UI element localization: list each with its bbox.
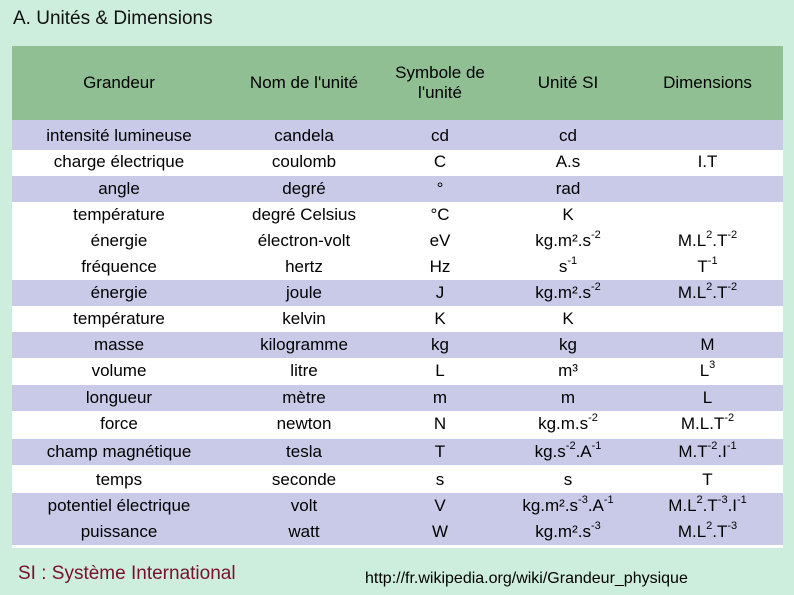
cell-dimensions: L $^3$ — [699, 359, 716, 380]
cell-nom: degré — [282, 179, 326, 198]
table-row — [12, 519, 783, 545]
cell-dimensions: M.L $^2$ .T $^{-2}$ — [677, 281, 738, 302]
cell-grandeur: volume — [91, 361, 147, 380]
header-unite-si: Unité SI — [537, 73, 599, 92]
cell-unite-si: A.s — [555, 152, 581, 171]
cell-nom: kelvin — [282, 309, 326, 328]
cell-symbole: K — [434, 309, 446, 328]
table-row — [12, 280, 783, 306]
cell-unite-si: kg — [559, 335, 577, 354]
table-header — [12, 46, 783, 120]
footer-source-link[interactable]: http://fr.wikipedia.org/wiki/Grandeur_physique — [365, 570, 688, 587]
cell-nom: litre — [290, 361, 318, 380]
cell-nom: kilogramme — [260, 335, 348, 354]
header-grandeur: Grandeur — [83, 73, 155, 92]
cell-nom: mètre — [282, 388, 326, 407]
cell-dimensions: M.L $^2$ .T $^{-2}$ — [677, 229, 738, 250]
cell-symbole: m — [432, 388, 448, 407]
cell-unite-si: K — [562, 205, 574, 224]
cell-unite-si: kg.m².s $^{-2}$ — [535, 229, 601, 250]
cell-grandeur: fréquence — [81, 257, 157, 276]
cell-nom: joule — [286, 283, 322, 302]
cell-symbole: kg — [431, 335, 449, 354]
cell-nom: tesla — [286, 442, 322, 461]
cell-grandeur: temps — [95, 470, 143, 489]
cell-symbole: cd — [431, 126, 449, 145]
cell-dimensions: M.L.T $^{-2}$ — [680, 412, 735, 433]
cell-unite-si: s $^{-1}$ — [558, 255, 578, 276]
cell-symbole: Hz — [429, 257, 451, 276]
table-row — [12, 467, 783, 493]
table-row — [12, 176, 783, 202]
table-row — [12, 439, 783, 465]
table-row — [12, 411, 783, 437]
cell-symbole: V — [434, 496, 446, 515]
cell-dimensions: T $^{-1}$ — [697, 255, 718, 276]
cell-symbole: eV — [429, 231, 451, 250]
cell-nom: watt — [288, 522, 320, 541]
table-row — [12, 493, 783, 519]
cell-symbole: s — [435, 470, 445, 489]
cell-unite-si: m³ — [558, 361, 578, 380]
cell-symbole: L — [435, 361, 445, 380]
cell-unite-si: kg.s $^{-2}$ .A $^{-1}$ — [534, 440, 602, 461]
cell-nom: électron-volt — [257, 231, 351, 250]
cell-dimensions: M — [700, 335, 715, 354]
cell-symbole: ° — [436, 179, 444, 198]
cell-dimensions: M.T $^{-2}$ .I $^{-1}$ — [678, 440, 737, 461]
cell-grandeur: puissance — [80, 522, 158, 541]
table-row — [12, 228, 783, 254]
cell-grandeur: champ magnétique — [46, 442, 192, 461]
table-row — [12, 358, 783, 384]
cell-grandeur: masse — [93, 335, 145, 354]
cell-unite-si: rad — [555, 179, 581, 198]
cell-nom: candela — [274, 126, 334, 145]
header-dimensions: Dimensions — [663, 73, 752, 92]
footer-si-note: SI : Système International — [18, 563, 236, 584]
table-row — [12, 332, 783, 358]
cell-dimensions: T — [702, 470, 713, 489]
page-title: A. Unités & Dimensions — [13, 8, 213, 29]
cell-unite-si: m — [560, 388, 576, 407]
cell-dimensions — [638, 176, 777, 202]
cell-dimensions: M.L $^2$ .T $^{-3}$ — [677, 520, 738, 541]
cell-nom: hertz — [285, 257, 323, 276]
cell-unite-si: kg.m.s $^{-2}$ — [538, 412, 598, 433]
cell-unite-si: cd — [559, 126, 577, 145]
cell-symbole: °C — [430, 205, 450, 224]
cell-grandeur: longueur — [85, 388, 153, 407]
cell-dimensions: L — [702, 388, 713, 407]
cell-nom: degré Celsius — [252, 205, 356, 224]
cell-unite-si: kg.m².s $^{-3}$ — [535, 520, 601, 541]
table-row — [12, 306, 783, 332]
cell-nom: coulomb — [271, 152, 337, 171]
cell-grandeur: charge électrique — [53, 152, 185, 171]
header-nom: Nom de l'unité — [249, 73, 359, 92]
cell-symbole: T — [434, 442, 446, 461]
cell-grandeur: potentiel électrique — [47, 496, 191, 515]
header-symbole: Symbole de l'unité — [395, 63, 485, 102]
cell-grandeur: énergie — [90, 283, 148, 302]
table-row — [12, 254, 783, 280]
cell-dimensions: I.T — [697, 152, 718, 171]
cell-unite-si: s — [563, 470, 573, 489]
cell-symbole: W — [431, 522, 449, 541]
cell-unite-si: kg.m².s $^{-2}$ — [535, 281, 601, 302]
cell-unite-si: kg.m².s $^{-3}$ .A $^{-1}$ — [522, 494, 614, 515]
cell-dimensions — [638, 123, 777, 149]
cell-symbole: N — [433, 414, 447, 433]
table-row — [12, 149, 783, 175]
cell-dimensions: M.L $^2$ .T $^{-3}$ .I $^{-1}$ — [668, 494, 747, 515]
cell-nom: seconde — [271, 470, 337, 489]
table-row — [12, 202, 783, 228]
cell-symbole: J — [435, 283, 445, 302]
cell-grandeur: température — [73, 309, 165, 328]
table-row — [12, 385, 783, 411]
cell-grandeur: température — [73, 205, 165, 224]
cell-grandeur: angle — [98, 179, 140, 198]
cell-nom: volt — [290, 496, 318, 515]
cell-grandeur: énergie — [90, 231, 148, 250]
cell-grandeur: force — [100, 414, 138, 433]
cell-dimensions — [638, 306, 777, 332]
units-table — [12, 46, 783, 548]
cell-grandeur: intensité lumineuse — [46, 126, 192, 145]
cell-symbole: C — [433, 152, 447, 171]
cell-unite-si: K — [562, 309, 574, 328]
cell-dimensions — [638, 202, 777, 228]
table-row — [12, 123, 783, 149]
cell-nom: newton — [276, 414, 332, 433]
